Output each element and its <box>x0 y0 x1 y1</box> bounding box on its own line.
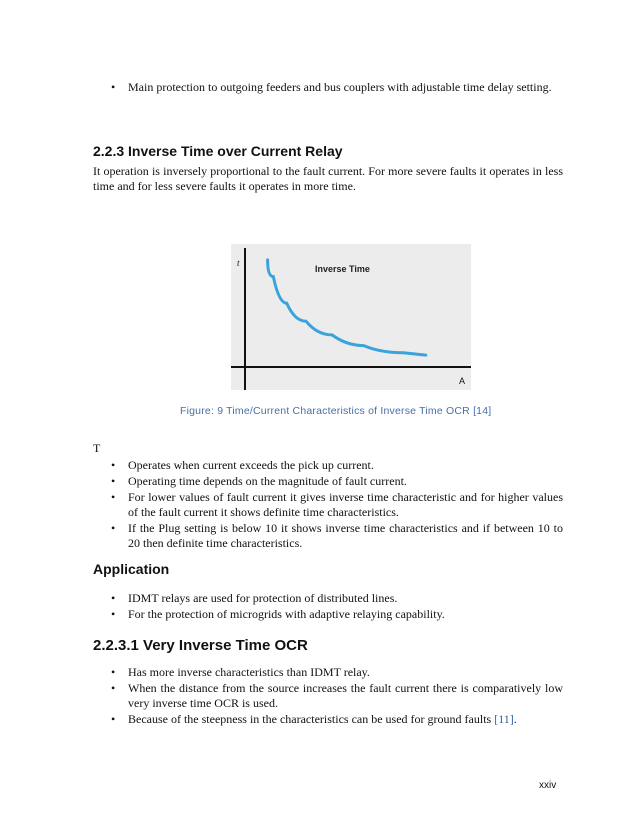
very-inverse-bullet-list <box>93 665 563 728</box>
reference-link[interactable]: [11] <box>494 712 514 726</box>
y-axis-label: t <box>237 258 240 268</box>
figure-caption <box>180 405 491 417</box>
section-heading-2-2-3-1: 2.2.3.1 Very Inverse Time OCR <box>93 637 308 654</box>
section-heading-2-2-3: 2.2.3 Inverse Time over Current Relay <box>93 143 343 159</box>
inverse-time-figure <box>231 244 471 390</box>
application-heading: Application <box>93 561 170 577</box>
list-item: • For the protection of microgrids with adaptive relaying capability. <box>93 607 563 622</box>
section-paragraph: It operation is inversely proportional to the fault current. For more severe faults it operates in less time and for less severe faults it operates in more time. <box>93 164 563 193</box>
list-item: • Operates when current exceeds the pick up current. <box>93 458 563 473</box>
inverse-time-chart <box>231 244 471 390</box>
list-item <box>93 712 563 727</box>
x-axis-label: A <box>459 376 466 386</box>
list-item: • Main protection to outgoing feeders and bus couplers with adjustable time delay setting. <box>93 80 563 95</box>
chart-title: Inverse Time <box>315 264 370 274</box>
stray-letter: T <box>93 441 101 455</box>
list-item: • Operating time depends on the magnitude of fault current. <box>93 474 563 489</box>
inverse-time-curve <box>268 260 426 355</box>
characteristics-bullet-list <box>93 458 563 552</box>
list-item: • IDMT relays are used for protection of distributed lines. <box>93 591 563 606</box>
page-number: xxiv <box>539 780 557 791</box>
caption-text: Figure: 9 Time/Current Characteristics of Inverse Time OCR <box>180 405 474 417</box>
bullet-end: . <box>513 712 517 726</box>
bullet-text: Because of the steepness in the characteristics can be used for ground faults <box>128 712 495 726</box>
list-item: • If the Plug setting is below 10 it shows inverse time characteristics and if between 10 to 20 then definite time characteristics. <box>93 521 563 551</box>
application-bullet-list <box>93 591 563 623</box>
list-item: • For lower values of fault current it gives inverse time characteristic and for higher values of the fault current it shows definite time characteristics. <box>93 490 563 520</box>
top-bullet-list <box>93 80 563 96</box>
list-item: • Has more inverse characteristics than IDMT relay. <box>93 665 563 680</box>
caption-reference-link[interactable]: [14] <box>473 405 492 417</box>
list-item: • When the distance from the source increases the fault current there is comparatively low very inverse time OCR is used. <box>93 681 563 711</box>
